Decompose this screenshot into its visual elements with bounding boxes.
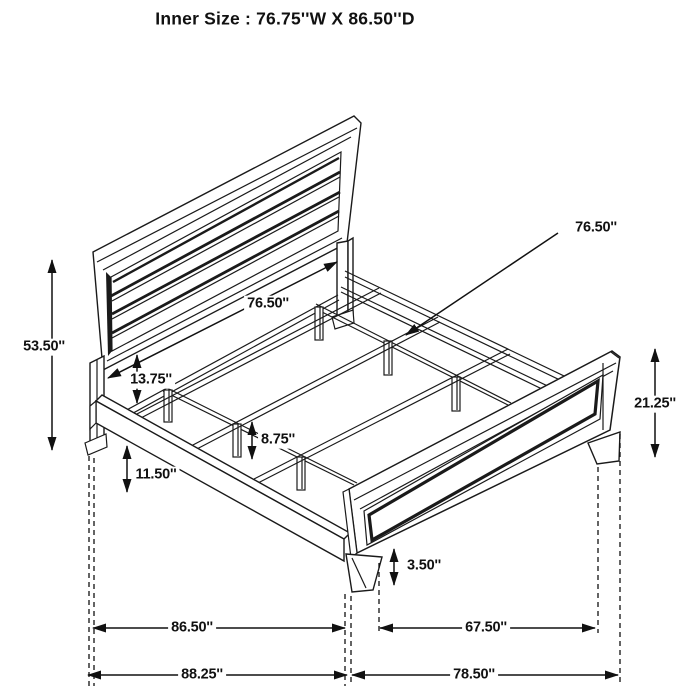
front-side-rail xyxy=(90,395,350,561)
headboard xyxy=(85,116,361,455)
footboard xyxy=(343,351,620,592)
page-title: Inner Size : 76.75''W X 86.50''D xyxy=(155,8,415,29)
dim-label-inner-width: 76.50'' xyxy=(244,296,292,313)
dim-label-headboard-bottom-gap: 13.75'' xyxy=(127,372,175,389)
dim-label-overall-width: 78.50'' xyxy=(450,667,498,684)
dim-label-support-leg-height: 8.75'' xyxy=(258,432,298,449)
dim-label-overall-depth: 88.25'' xyxy=(178,667,226,684)
dim-label-side-rail-height: 11.50'' xyxy=(133,467,180,484)
dim-label-slat-width: 76.50'' xyxy=(572,220,620,237)
dim-label-foot-height: 3.50'' xyxy=(404,558,444,575)
dim-label-footboard-inner-width: 67.50'' xyxy=(462,620,510,637)
dim-label-footboard-height: 21.25'' xyxy=(631,396,679,413)
dim-label-side-rail-length: 86.50'' xyxy=(168,620,216,637)
dim-label-headboard-height: 53.50'' xyxy=(20,339,68,356)
